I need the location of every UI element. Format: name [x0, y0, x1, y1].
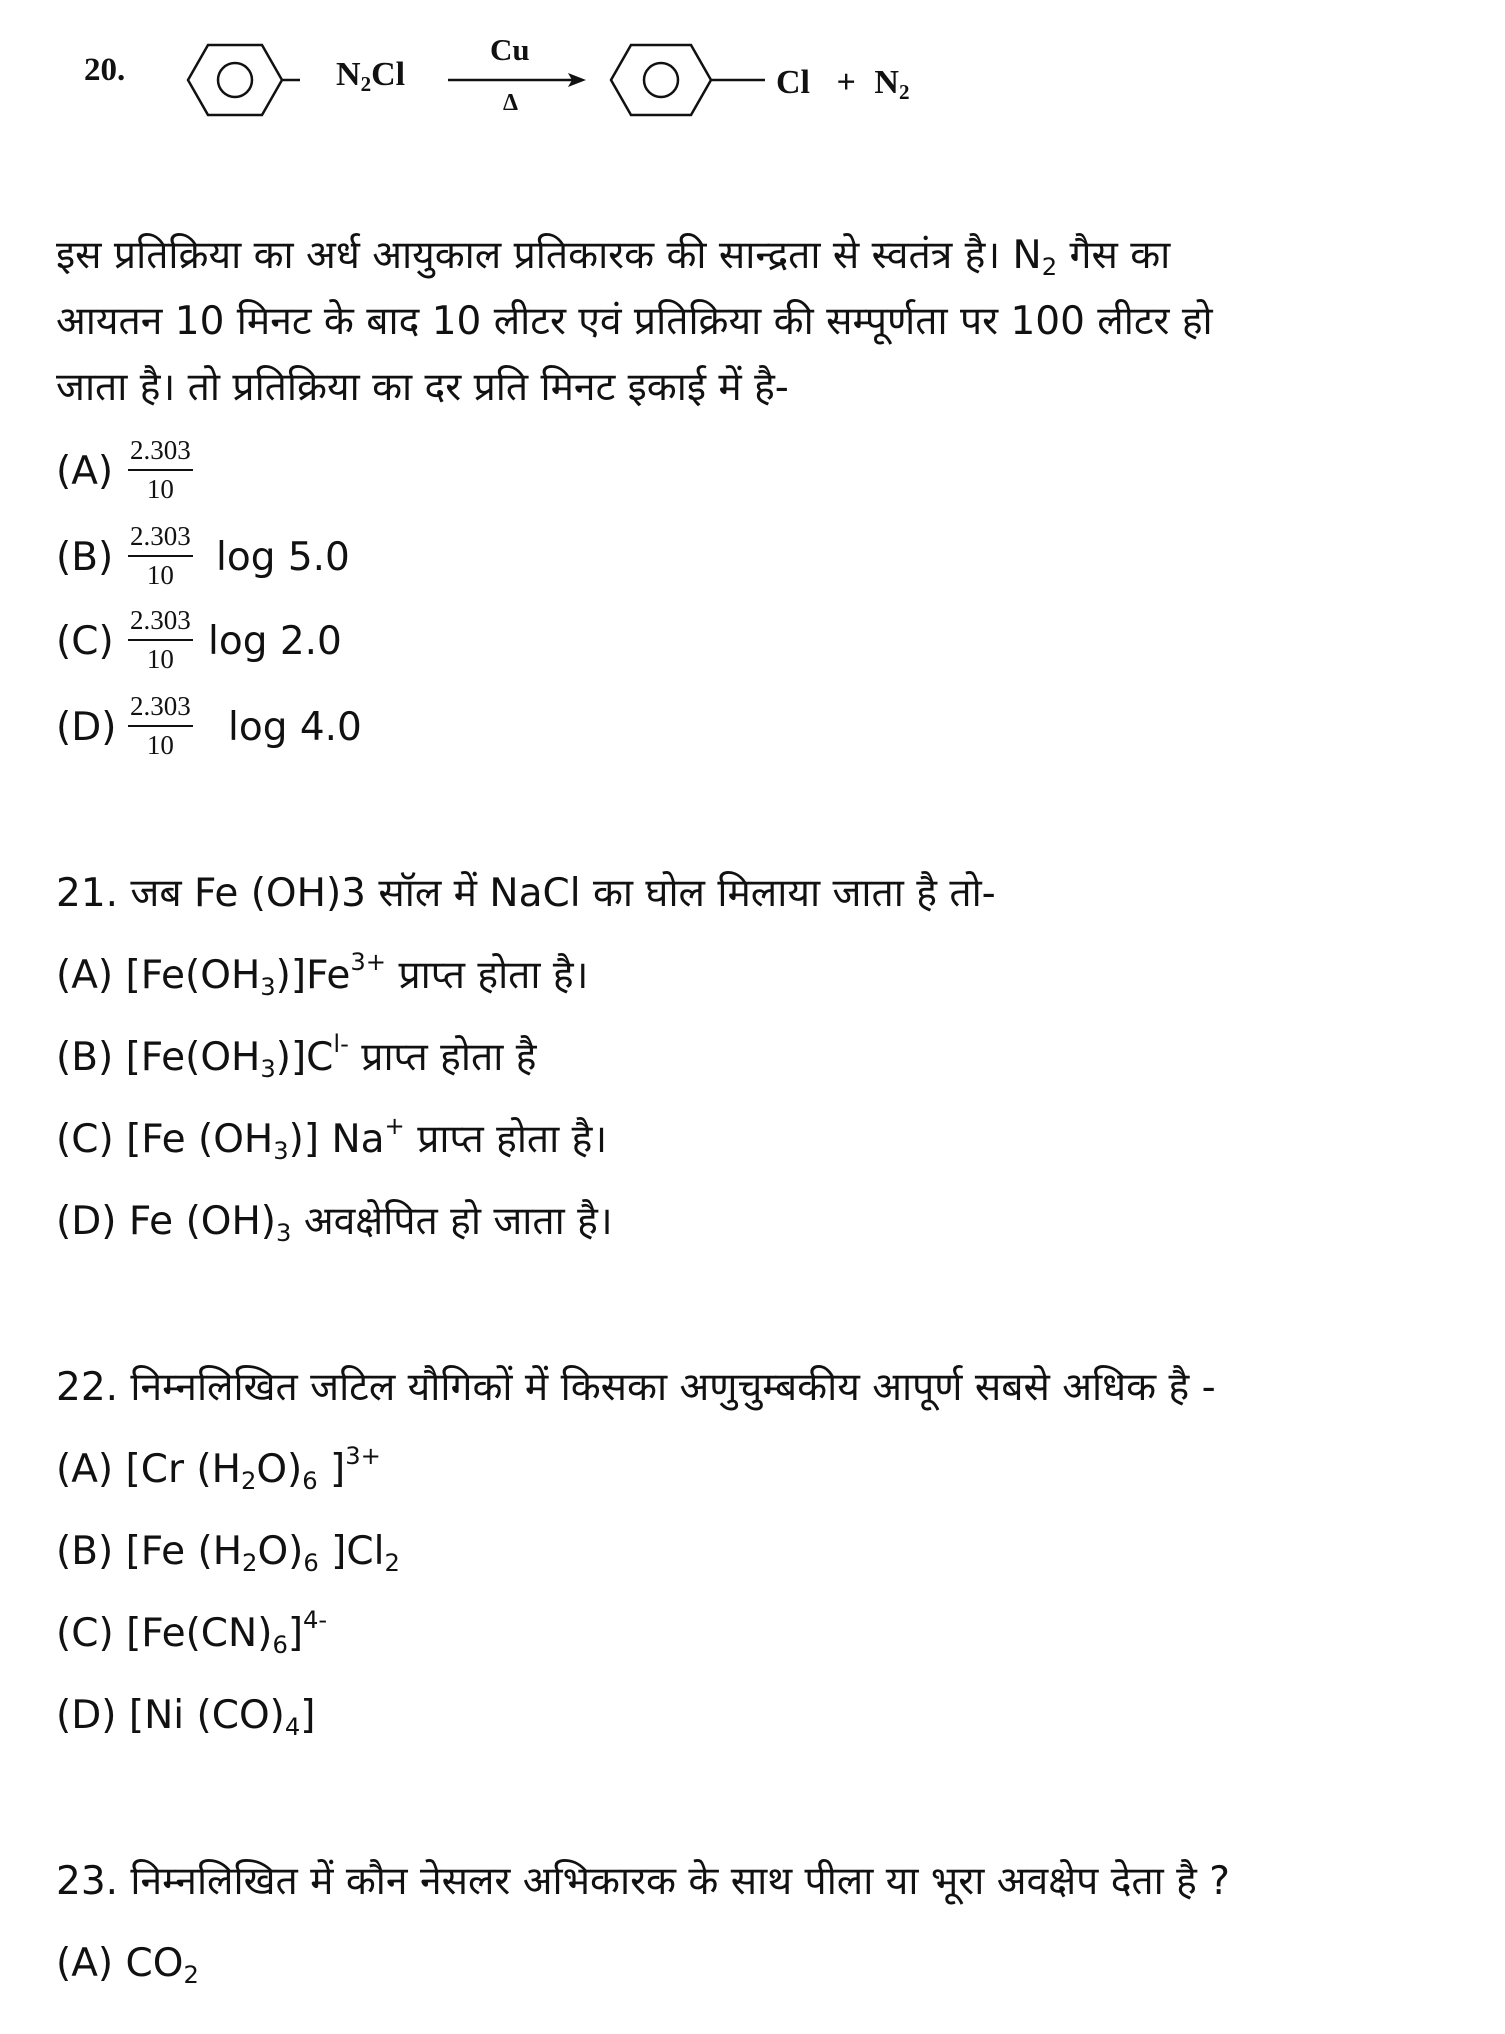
q20-number: 20. — [84, 52, 126, 88]
q21-option-a: (A) $[Fe(OH_3)]Fe^{3+}$ प्राप्त होता है। — [56, 947, 589, 1001]
byproduct-group: N — [874, 64, 899, 101]
q23-option-a: (A) $CO_2$ — [56, 1941, 199, 1989]
product-group: Cl — [776, 64, 810, 101]
q21-option-b: (B) $[Fe(OH_3)]C^{l-}$ प्राप्त होता है — [56, 1029, 537, 1083]
q20-option-b-fraction: $\frac{2.303}{10}$ — [130, 521, 191, 590]
q20-option-c-tail: log 2.0 — [208, 619, 342, 664]
reactant-subscript: 2 — [360, 71, 372, 96]
condition-label: Δ — [503, 90, 519, 116]
q20-option-a-label: (A) — [56, 449, 114, 494]
q20-option-a-fraction: $\frac{2.303}{10}$ — [130, 435, 191, 504]
q20-option-b-label: (B) — [56, 535, 114, 580]
reactant-tail: Cl — [371, 56, 406, 93]
q20-text-line2: आयतन 10 मिनट के बाद 10 लीटर एवं प्रतिक्रिया की सम्पूर्णता पर 100 लीटर हो — [56, 299, 1213, 344]
q20-option-c-fraction: $\frac{2.303}{10}$ — [130, 605, 191, 674]
reactant-formula — [336, 56, 405, 94]
q22-question: 22. निम्नलिखित जटिल यौगिकों में किसका अणुचुम्बकीय आपूर्ण सबसे अधिक है - — [56, 1365, 1216, 1410]
reaction-arrow-icon — [446, 70, 588, 90]
q20-text-line3: जाता है। तो प्रतिक्रिया का दर प्रति मिनट इकाई में है- — [56, 365, 789, 410]
q20-option-d-fraction: $\frac{2.303}{10}$ — [130, 691, 191, 760]
q21-option-c: (C) [Fe $(OH_3)$] Na+ प्राप्त होता है। — [56, 1111, 608, 1165]
byproduct-subscript: 2 — [898, 79, 910, 104]
q20-option-d-label: (D) — [56, 705, 117, 750]
q22-option-a: (A) [Cr $(H_2O)_6$ ]$^{3+}$ — [56, 1441, 381, 1495]
q22-option-d: (D) [Ni $(CO)_4$] — [56, 1693, 316, 1741]
plus-sign: + — [836, 64, 856, 101]
q21-option-d: (D) Fe $(OH)_3$ अवक्षेपित हो जाता है। — [56, 1199, 613, 1247]
benzene-ring-product-icon — [605, 40, 770, 120]
q22-option-c: (C) $[Fe(CN)_6]^{4-}$ — [56, 1605, 328, 1659]
q23-question: 23. निम्नलिखित में कौन नेसलर अभिकारक के साथ पीला या भूरा अवक्षेप देता है ? — [56, 1859, 1230, 1904]
q20-option-b-tail: log 5.0 — [216, 535, 350, 580]
product-formula — [776, 64, 909, 102]
reactant-group: N — [336, 56, 361, 93]
q20-option-d-tail: log 4.0 — [228, 705, 362, 750]
q20-text-line1: इस प्रतिक्रिया का अर्ध आयुकाल प्रतिकारक की सान्द्रता से स्वतंत्र है। $N_2$ गैस का — [56, 233, 1171, 281]
q20-option-c-label: (C) — [56, 619, 114, 664]
q22-option-b: (B) [Fe $(H_2O)_6$ ]$Cl_2$ — [56, 1529, 400, 1577]
q21-question: 21. जब Fe (OH)3 सॉल में NaCl का घोल मिलाया जाता है तो- — [56, 871, 996, 916]
benzene-ring-reactant-icon — [170, 40, 300, 120]
catalyst-label: Cu — [490, 32, 530, 67]
